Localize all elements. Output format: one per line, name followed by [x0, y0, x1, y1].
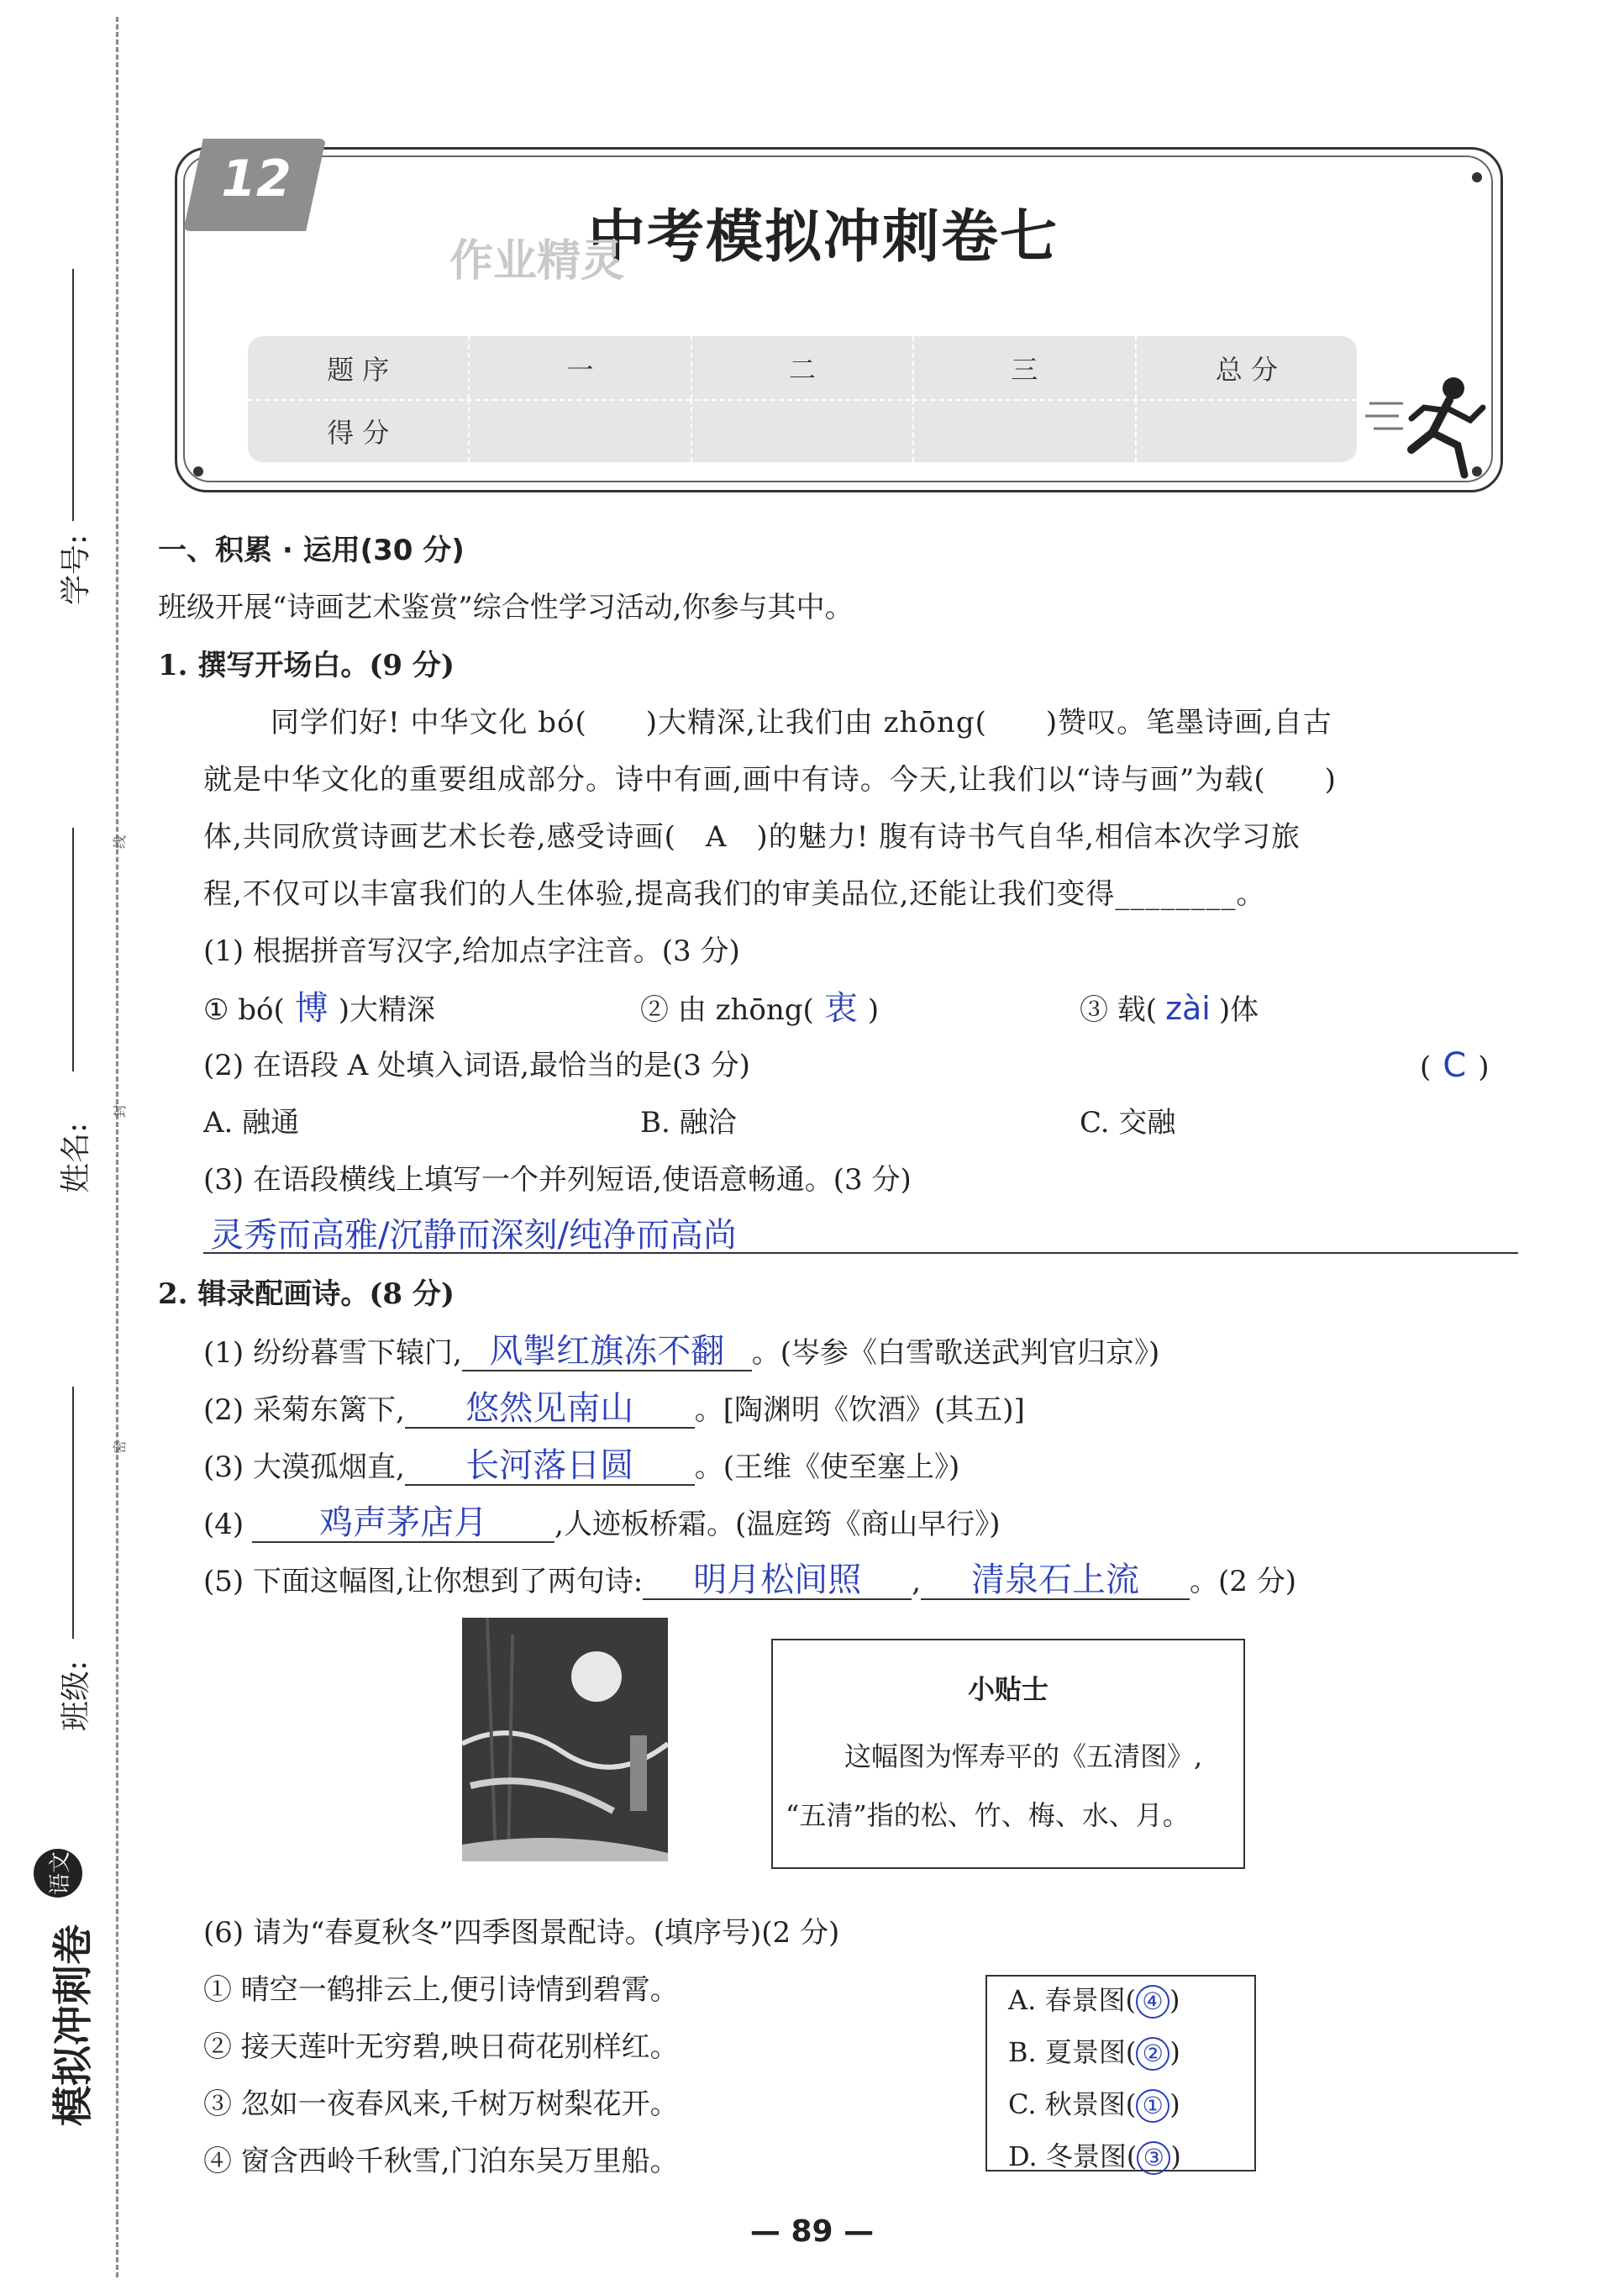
paragraph-line: 就是中华文化的重要组成部分。诗中有画,画中有诗。今天,让我们以“诗与画”为载( ): [203, 763, 1337, 797]
tip-line: “五清”指的松、竹、梅、水、月。: [786, 1799, 1190, 1831]
poem-fill-item: (5) 下面这幅图,让你想到了两句诗: 明月松间照 , 清泉石上流 。(2 分): [203, 1561, 1297, 1599]
handwritten-answer: 灵秀而高雅/沉静而深刻/纯净而高尚: [210, 1216, 737, 1255]
binding-dashed-line: [116, 17, 118, 2277]
handwritten-answer: 长河落日圆: [465, 1446, 634, 1485]
score-cell[interactable]: [470, 399, 691, 462]
class-label: 班级:: [59, 1660, 93, 1731]
sub-question: (6) 请为“春夏秋冬”四季图景配诗。(填序号)(2 分): [203, 1916, 840, 1950]
handwritten-answer: 鸡声茅店月: [319, 1503, 488, 1542]
answer-item-zhong: [640, 989, 880, 1028]
score-header-cell: 二: [692, 336, 914, 399]
item-suffix: )体: [1218, 993, 1259, 1027]
binding-mark: 密: [112, 1440, 128, 1454]
poem-line: ① 晴空一鹤排云上,便引诗情到碧霄。: [203, 1973, 679, 2007]
question-title: 2. 辑录配画诗。(8 分): [158, 1277, 455, 1311]
paragraph-line: 程,不仅可以丰富我们的人生体验,提高我们的审美品位,还能让我们变得________。: [203, 877, 1266, 911]
runner-illustration: [1365, 370, 1491, 487]
option: A. 融通: [203, 1106, 300, 1140]
watermark: 作业精灵: [449, 236, 625, 287]
item-suffix: ): [867, 993, 880, 1027]
frame-dot: [193, 466, 203, 476]
option: B. 融洽: [640, 1106, 737, 1140]
five-purity-painting: [462, 1618, 668, 1861]
handwritten-answer: 悠然见南山: [465, 1389, 634, 1428]
seal-mark: 封: [112, 1103, 128, 1118]
handwritten-answer: 清泉石上流: [971, 1561, 1140, 1599]
item-prefix: ② 由 zhōng(: [640, 993, 814, 1027]
item-suffix: )大精深: [338, 993, 436, 1027]
answer-item-bo: [203, 989, 436, 1028]
name-line: [72, 828, 74, 1071]
poem-line: ② 接天莲叶无穷碧,映日荷花别样红。: [203, 2030, 679, 2064]
item-prefix: (4): [203, 1508, 244, 1541]
season-item: D. 冬景图( ③ ): [1008, 2140, 1181, 2175]
item-suffix: 。(王维《使至塞上》): [694, 1450, 960, 1484]
item-suffix: 。(2 分): [1190, 1565, 1297, 1598]
poem-fill-item: [203, 1389, 1025, 1429]
book-title: 模拟冲刺卷: [50, 1924, 97, 2126]
handwritten-answer: ②: [1136, 2037, 1169, 2071]
score-header-cell: 题 序: [248, 336, 470, 399]
handwritten-answer: 博: [294, 989, 328, 1028]
section-heading: 一、积累 · 运用(30 分): [158, 534, 465, 567]
subject-badge: 语文: [34, 1849, 82, 1898]
sub-question: (1) 根据拼音写汉字,给加点字注音。(3 分): [203, 934, 740, 968]
paper-number: 12: [221, 150, 292, 208]
question-title: 1. 撰写开场白。(9 分): [158, 649, 455, 682]
line-mark: 线: [112, 834, 128, 849]
handwritten-answer: ③: [1137, 2141, 1170, 2175]
handwritten-answer: zài: [1165, 990, 1211, 1027]
handwritten-answer: ④: [1136, 1985, 1169, 2019]
tip-title: 小贴士: [968, 1673, 1049, 1705]
item-prefix: ① bó(: [203, 993, 285, 1027]
item-prefix: (5) 下面这幅图,让你想到了两句诗:: [203, 1565, 644, 1598]
season-label: A. 春景图(: [1008, 1984, 1136, 2016]
student-id-line: [72, 269, 74, 521]
score-cell[interactable]: [1137, 399, 1357, 462]
score-cell[interactable]: [914, 399, 1136, 462]
score-header-cell: 三: [914, 336, 1136, 399]
item-suffix: 。[陶渊明《饮酒》(其五)]: [694, 1393, 1025, 1427]
score-header-cell: 一: [470, 336, 691, 399]
student-id-label: 学号:: [59, 534, 93, 605]
paragraph-line: 体,共同欣赏诗画艺术长卷,感受诗画( A )的魅力! 腹有诗书气自华,相信本次学习旅: [203, 820, 1301, 854]
sub-question: (3) 在语段横线上填写一个并列短语,使语意畅通。(3 分): [203, 1163, 912, 1197]
option: C. 交融: [1080, 1106, 1176, 1140]
score-row-label: 得 分: [248, 399, 470, 462]
poem-line: ④ 窗含西岭千秋雪,门泊东吴万里船。: [203, 2145, 679, 2178]
season-label: C. 秋景图(: [1008, 2088, 1137, 2120]
paragraph-line: 同学们好! 中华文化 bó( )大精深,让我们由 zhōng( )赞叹。笔墨诗画,自古: [271, 706, 1332, 740]
season-item: B. 夏景图( ② ): [1008, 2035, 1180, 2071]
class-line: [72, 1387, 74, 1639]
season-label: D. 冬景图(: [1008, 2140, 1138, 2172]
poem-line: ③ 忽如一夜春风来,千树万树梨花开。: [203, 2087, 679, 2121]
answer-line: [203, 1252, 1518, 1254]
handwritten-answer: 明月松间照: [693, 1561, 862, 1599]
season-item: C. 秋景图( ① ): [1008, 2087, 1180, 2123]
tip-line: 这幅图为恽寿平的《五清图》,: [844, 1740, 1203, 1772]
score-header-cell: 总 分: [1215, 353, 1278, 386]
item-prefix: (3) 大漠孤烟直,: [203, 1450, 405, 1484]
page-title: 中考模拟冲刺卷七: [588, 204, 1059, 271]
score-table: [248, 336, 1357, 462]
handwritten-answer: C: [1443, 1046, 1467, 1085]
score-cell[interactable]: [692, 399, 914, 462]
season-label: B. 夏景图(: [1008, 2036, 1137, 2068]
item-prefix: ③ 载(: [1080, 993, 1158, 1027]
handwritten-answer: ①: [1136, 2089, 1169, 2123]
poem-fill-item: [203, 1446, 960, 1486]
answer-item-zai: [1080, 992, 1259, 1027]
sub-question: (2) 在语段 A 处填入词语,最恰当的是(3 分): [203, 1049, 750, 1082]
item-prefix: (1) 纷纷暮雪下辕门,: [203, 1336, 462, 1370]
item-suffix: ,人迹板桥霜。(温庭筠《商山早行》): [554, 1508, 1001, 1541]
section-intro: 班级开展“诗画艺术鉴赏”综合性学习活动,你参与其中。: [158, 591, 854, 624]
handwritten-answer: 风掣红旗冻不翻: [489, 1332, 725, 1371]
frame-dot: [1472, 172, 1482, 182]
name-label: 姓名:: [59, 1122, 93, 1193]
item-prefix: (2) 采菊东篱下,: [203, 1393, 405, 1427]
choice-answer-bracket: ( C ): [1420, 1046, 1490, 1085]
poem-fill-item: [203, 1332, 1160, 1371]
season-item: A. 春景图( ④ ): [1008, 1983, 1180, 2019]
handwritten-answer: 衷: [823, 989, 858, 1028]
poem-fill-item: [203, 1503, 1001, 1543]
item-suffix: 。(岑参《白雪歌送武判官归京》): [751, 1336, 1160, 1370]
page-number: — 89 —: [749, 2214, 875, 2249]
